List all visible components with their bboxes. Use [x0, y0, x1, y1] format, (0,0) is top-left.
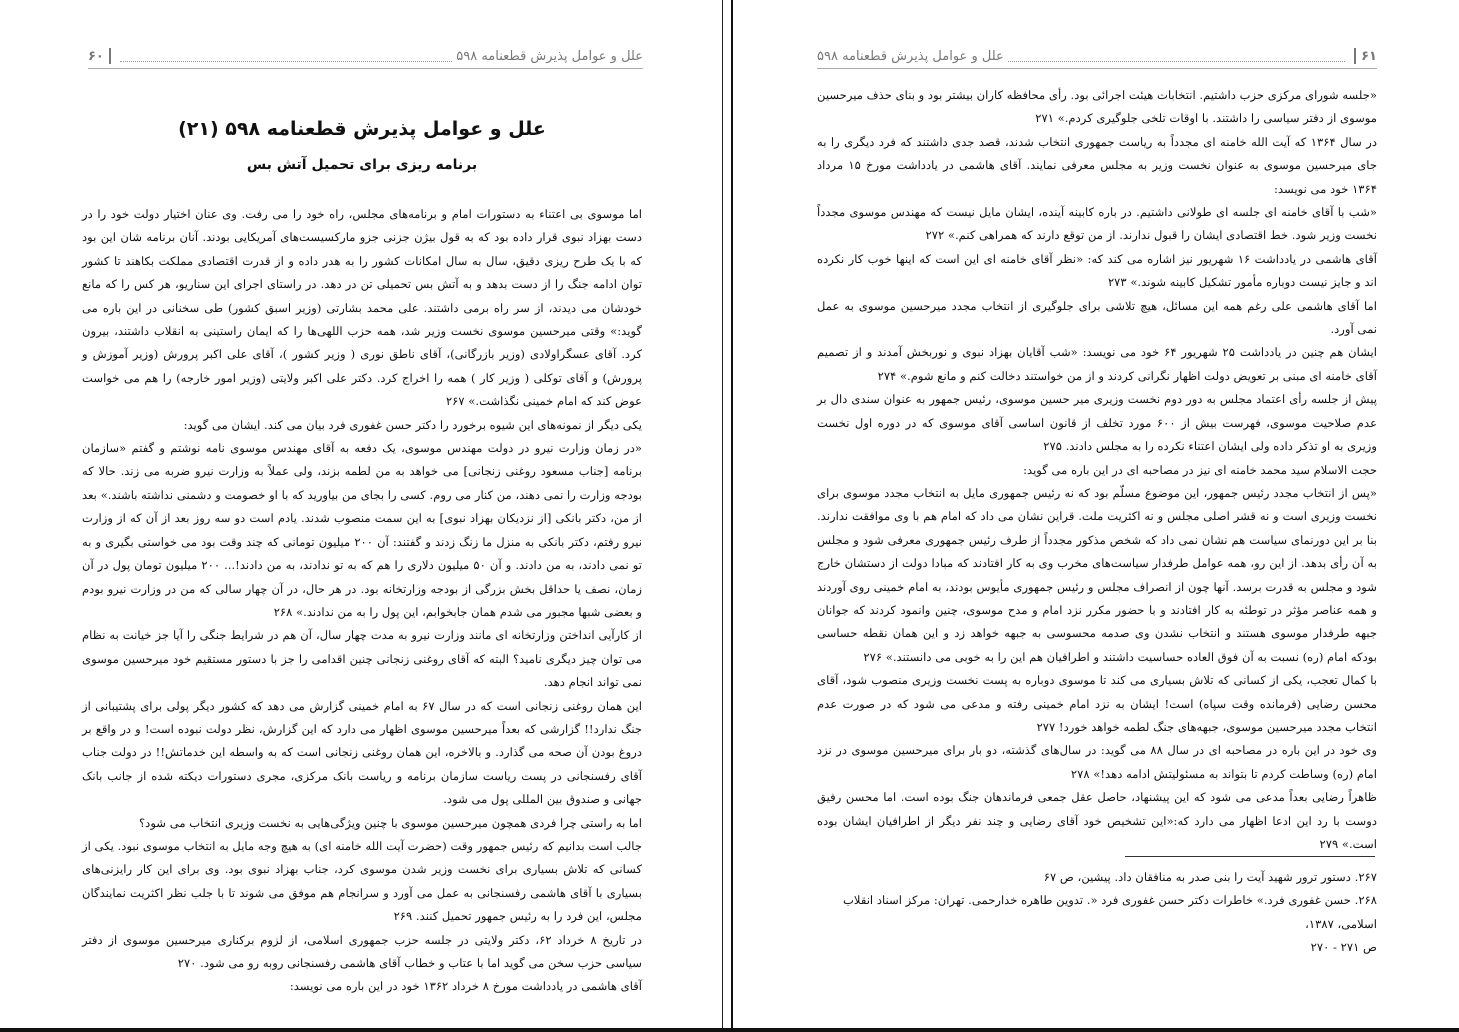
paragraph: حجت الاسلام سید محمد خامنه ای نیز در مصاحبه ای در این باره می گوید: [1023, 462, 1377, 477]
body-text-left [82, 203, 642, 999]
footnote: ۲۶۷. دستور ترور شهید آیت را بنی صدر به منافقان داد. پیشین، ص ۶۷ [1043, 870, 1377, 884]
paragraph: آقای هاشمی در یادداشت ۱۶ شهریور نیز اشاره می کند که: «نظر آقای خامنه ای این است که اینها خوب کار نکرده اند و جایز نیست دوباره مأمور تشکیل کابینه شوند.» ۲۷۳ [817, 251, 1377, 290]
paragraph: با کمال تعجب، یکی از کسانی که تلاش بسیاری می کند تا موسوی دوباره به پست نخست وزیری منصوب شود، آقای محسن رضایی (فرمانده وقت سپاه) است! ایشان به نزد امام خمینی رفته و مدعی می شود که در صورت عدم انتخاب مجدد میرحسین موسوی، جبهه‌های جنگ لطمه خواهد خورد! ۲۷۷ [817, 673, 1377, 734]
paragraph: پیش از جلسه رأی اعتماد مجلس به دور دوم نخست وزیری میر حسین موسوی، رئیس جمهور به عنوان سندی دال بر عدم صلاحیت موسوی، فهرست بیش از ۶۰۰ مورد تخلف از قانون اساسی آقای موسوی که در دوره اول نخست وزیری به او تذکر داده ولی ایشان اعتناء نکرده را به مجلس دادند. ۲۷۵ [817, 392, 1377, 454]
running-head-right [817, 44, 1377, 69]
paragraph: از کارآیی انداختن وزارتخانه ای مانند وزارت نیرو به مدت چهار سال، آن هم در شرایط جنگی را آیا جز خیانت به نظام می توان چیز دیگری نامید؟ البته که آقای روغنی زنجانی چنین اقدامی را جز با دستور مستقیم خود میرحسین موسوی نمی تواند انجام دهد. [82, 628, 642, 690]
paragraph: «پس از انتخاب مجدد رئیس جمهور، این موضوع مسلّم بود که نه رئیس جمهوری مایل به انتخاب مجدد موسوی برای نخست وزیری است و نه قشر اصلی مجلس و نه اکثریت ملت. قراین نشان می داد که امام هم با وی موافقت ندارند. بنا بر این دورنمای سیاست هم نشان نمی داد که شخص مذکور مجدداً از طرف رئیس جمهوری معرفی شود و مجلس به آن رأی بدهد. از این رو، همه عوامل طرفدار سیاست‌های مخرب وی به کار افتادند که مبادا دولت از دستشان خارج شود و مجلس به قدرت برسد. آنها چون از انصراف مجلس و رئیس جمهوری مأیوس بودند، به امام خمینی روی آوردند و همه عناصر مؤثر در توطئه به کار افتادند و با حضور مکرر نزد امام و مدح موسوی، چنین وانمود کردند که جوانان جبهه طرفدار موسوی هستند و انتخاب نشدن وی صدمه محسوسی به جبهه خواهد زد و این همان نقطه حساسی بودکه امام (ره) نسبت به آن فوق العاده حساسیت داشتند و اطرافیان هم این را به خوبی می دانستند.» ۲۷۶ [817, 485, 1377, 664]
paragraph: ظاهراً رضایی بعداً مدعی می شود که این پیشنهاد، حاصل عقل جمعی فرماندهان جنگ بوده است. اما محسن رفیق دوست با رد این ادعا اظهار می دارد که:«این تشخیص خود آقای رضایی و چند نفر دیگر از اطرافیان ایشان بوده است.» ۲۷۹ [817, 790, 1377, 851]
body-text-right [817, 84, 1377, 856]
running-head-separator [109, 48, 111, 64]
running-head-dots [120, 51, 452, 62]
page-number: ۶۰ [88, 48, 104, 64]
running-head-title: علل و عوامل پذیرش قطعنامه ۵۹۸ [817, 48, 1004, 64]
paragraph: اما موسوی بی اعتناء به دستورات امام و برنامه‌های مجلس، راه خود را می رفت. وی عنان اختیار دولت خود را در دست بهزاد نبوی قرار داده بود که به قول بیژن جزنی جزو مارکسیست‌های آمریکایی بودند. آنان برنامه شان این بود که با یک طرح ریزی دقیق، سال به سال امکانات کشور را به هدر داده و از قدرت اقتصادی مملکت بکاهند تا کشور توان ادامه جنگ را از دست بدهد و به آتش بس تحمیلی تن در دهد. در راستای اجرای این سناریو، هر کس را که مانع خودشان می دیدند، از سر راه برمی داشتند. علی محمد بشارتی (وزیر اسبق کشور) طی سخنانی در این باره می گوید:» وقتی میرحسین موسوی نخست وزیر شد، همه حزب اللهی‌ها را که ایمان راستینی به انقلاب داشتند، بیرون کرد. آقای عسگراولادی (وزیر بازرگانی)، آقای ناطق نوری ( وزیر کشور )، آقای علی اکبر پرورش (وزیر آموزش و پرورش) و آقای توکلی ( وزیر کار ) همه را اخراج کرد. دکتر علی اکبر ولایتی (وزیر امور خارجه) را هم می خواست عوض کند که امام خمینی نگذاشت.» ۲۶۷ [82, 207, 642, 409]
paragraph: ایشان هم چنین در یادداشت ۲۵ شهریور ۶۴ خود می نویسد: «شب آقایان بهزاد نبوی و نوربخش آمدند و از تصمیم آقای خامنه ای مبنی بر تعویض دولت اظهار نگرانی کردند و از من خواستند دخالت کنم و مانع شوم.» ۲۷۴ [817, 345, 1377, 383]
paragraph: آقای هاشمی در یادداشت مورخ ۸ خرداد ۱۳۶۲ خود در این باره می نویسد: [289, 979, 642, 994]
right-page [733, 0, 1459, 1032]
footnotes [817, 866, 1377, 960]
left-page [0, 0, 722, 1032]
footnote-rule [1125, 856, 1375, 857]
bottom-edge [0, 1028, 1459, 1032]
paragraph: «جلسه شورای مرکزی حزب داشتیم. انتخابات هیئت اجرائی بود. رأی محافظه کاران بیشتر بود و بنای حذف میرحسین موسوی از دفتر سیاسی را داشتند. با اوقات تلخی جلوگیری کردم.» ۲۷۱ [817, 88, 1377, 126]
paragraph: در تاریخ ۸ خرداد ۶۲، دکتر ولایتی در جلسه حزب جمهوری اسلامی، از لزوم برکناری میرحسین موسوی از دفتر سیاسی حزب سخن می گوید اما با عتاب و خطاب آقای هاشمی رفسنجانی روبه رو می شود. ۲۷۰ [82, 932, 643, 970]
paragraph: این همان روغنی زنجانی است که در سال ۶۷ به امام خمینی گزارش می دهد که کشور دیگر پولی برای پشتیبانی از جنگ ندارد!! گزارشی که بعداً میرحسین موسوی اظهار می دارد که این گزارش، نظر دولت نبوده است! و در واقع بر دروغ بودن آن صحه می گذارد. و بالاخره، این همان روغنی زنجانی است که به واسطه این خدماتش!! در دولت جناب آقای رفسنجانی در پست ریاست سازمان برنامه و ریاست بانک مرکزی، مجری دستورات دیکته شده از جانب بانک جهانی و صندوق بین المللی پول می شود. [82, 698, 642, 807]
paragraph: یکی دیگر از نمونه‌های این شیوه برخورد را دکتر حسن غفوری فرد بیان می کند. ایشان می گوید: [183, 417, 642, 432]
paragraph: «شب با آقای خامنه ای جلسه ای طولانی داشتیم. در باره کابینه آینده، ایشان مایل نیست که مهندس موسوی مجدداً نخست وزیر شود. خط اقتصادی ایشان را قبول ندارند. از من توقع دارند که همراهی کنم.» ۲۷۲ [817, 205, 1377, 243]
paragraph: در سال ۱۳۶۴ که آیت الله خامنه ای مجدداً به ریاست جمهوری انتخاب شدند، قصد جدی داشتند که فرد دیگری را به جای میرحسین موسوی به عنوان نخست وزیر به مجلس معرفی نمایند. آقای هاشمی در یادداشت مورخ ۱۵ مرداد ۱۳۶۴ خود می نویسد: [817, 134, 1377, 196]
paragraph: اما آقای هاشمی علی رغم همه این مسائل، هیچ تلاشی برای جلوگیری از انتخاب مجدد میرحسین موسوی به عمل نمی آورد. [817, 298, 1377, 337]
paragraph: «در زمان وزارت نیرو در دولت مهندس موسوی، یک دفعه به آقای مهندس موسوی نامه نوشتم و گفتم «سازمان برنامه [جناب مسعود روغنی زنجانی] می خواهد به من لطمه بزند، ولی عملاً به وزارت نیرو ضربه می زند. حالا که بودجه وزارت را نمی دهند، من کنار می روم. کسی را بجای من بیاورید که با او خصومت و دشمنی نداشته باشند.» بعد از من، دکتر بانکی [از نزدیکان بهزاد نبوی] به این سمت منصوب شدند. یادم است دو سه روز بعد از آن که از وزارت نیرو رفتم، دکتر بانکی به منزل ما زنگ زدند و گفتند: آن ۲۰۰ میلیون تومانی که چند وقت بود می خواستی بگیری و به تو نمی دادند، به من دادند. و آن ۵۰ میلیون دلاری را هم که به تو ندادند، به من دادند!... ۲۰۰ میلیون تومان پول در آن زمان، نصف یا حداقل بخش بزرگی از بودجه وزارتخانه بود. در هر حال، در آن چهار سالی که من در وزارت نیرو بودم و بعضی شبها مجبور می شدم همان جابخوابم، این پول را به من ندادند.» ۲۶۸ [82, 441, 642, 619]
page-gutter [722, 0, 733, 1032]
paragraph: جالب است بدانیم که رئیس جمهور وقت (حضرت آیت الله خامنه ای) به هیچ وجه مایل به انتخاب موسوی نبود. یکی از کسانی که تلاش بسیاری برای نخست وزیر شدن موسوی کرد، جناب بهزاد نبوی بود. وی برای این کار رایزنی‌های بسیاری با آقای هاشمی رفسنجانی به عمل می آورد و سرانجام هم موفق می شوند تا با جلب نظر اکثریت نمایندگان مجلس، این فرد را به رئیس جمهور تحمیل کنند. ۲۶۹ [82, 838, 642, 924]
paragraph: وی خود در این باره در مصاحبه ای در سال ۸۸ می گوید: در سال‌های گذشته، دو بار برای میرحسین موسوی در نزد امام (ره) وساطت کردم تا بتواند به مسئولیتش ادامه دهد!» ۲۷۸ [817, 743, 1377, 781]
paragraph: اما به راستی چرا فردی همچون میرحسین موسوی با چنین ویژگی‌هایی به نخست وزیری انتخاب می شود؟ [139, 815, 642, 830]
page-number: ۶۱ [1361, 48, 1377, 64]
chapter-subtitle: برنامه ریزی برای تحمیل آتش بس [246, 157, 478, 173]
footnote: ص ۲۷۱ - ۲۷۰ [1310, 940, 1377, 955]
running-head-title: علل و عوامل پذیرش قطعنامه ۵۹۸ [456, 48, 643, 64]
running-head-left [88, 44, 643, 69]
chapter-title: علل و عوامل پذیرش قطعنامه ۵۹۸ (۲۱) [178, 118, 546, 140]
running-head-dots [1008, 51, 1345, 62]
footnote: ۲۶۸. حسن غفوری فرد.» خاطرات دکتر حسن غفوری فرد «. تدوین طاهره خدارحمی. تهران: مرکز اسناد انقلاب اسلامی، ۱۳۸۷، [843, 893, 1377, 931]
running-head-separator [1354, 48, 1356, 64]
